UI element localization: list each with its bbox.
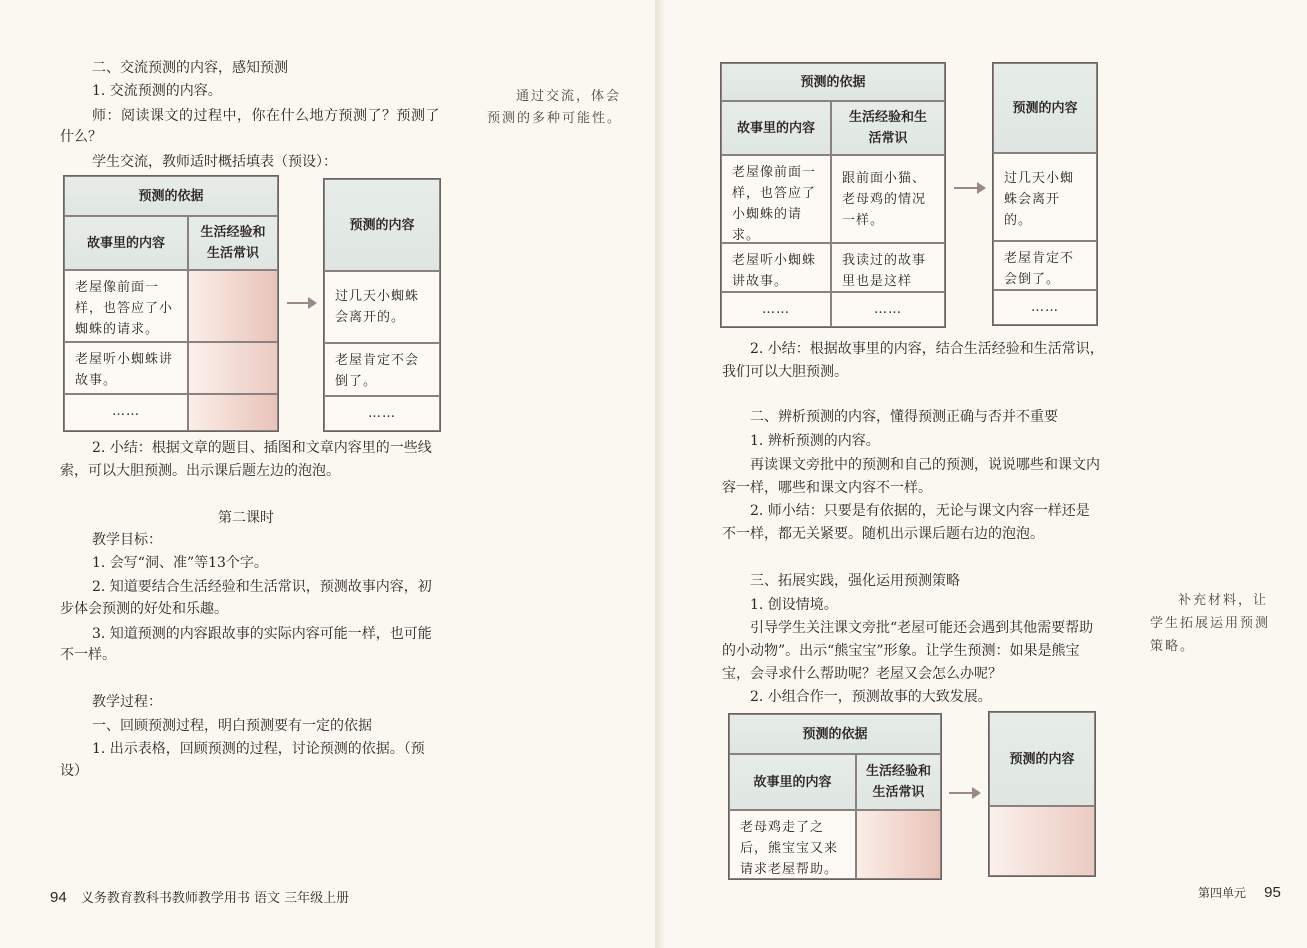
margin-note: 策略。 [1150,639,1196,654]
paragraph: 宝，会寻求什么帮助呢？老屋又会怎么办呢？ [722,666,1002,682]
paragraph: 容一样，哪些和课文内容不一样。 [722,480,932,496]
table-cell [989,806,1095,876]
paragraph: 再读课文旁批中的预测和自己的预测，说说哪些和课文内 [750,457,1100,473]
table-cell: 老屋肯定不会倒了。 [993,241,1097,290]
table-cell [188,270,278,342]
table-cell: 过几天小蜘蛛会离开的。 [993,153,1097,241]
paragraph: 1. 辨析预测的内容。 [750,433,880,449]
paragraph: 我们可以大胆预测。 [722,364,848,380]
table-cell: 过几天小蜘蛛会离开的。 [324,271,440,343]
margin-note: 预测的多种可能性。 [487,111,623,126]
paragraph: 2. 小结：根据故事里的内容，结合生活经验和生活常识， [750,341,1104,357]
paragraph: 2. 小结：根据文章的题目、插图和文章内容里的一些线 [92,440,432,456]
table-header: 预测的依据 [64,176,278,216]
table-cell: 老屋听小蜘蛛讲故事。 [64,342,188,394]
table-header: 预测的内容 [324,179,440,271]
paragraph: 1. 创设情境。 [750,597,838,613]
table-cell: 老屋听小蜘蛛讲故事。 [721,243,831,292]
paragraph: 不一样。 [60,647,116,663]
section-title: 二、交流预测的内容，感知预测 [92,60,288,76]
table-header: 预测的依据 [729,714,941,754]
table-cell: 老屋肯定不会倒了。 [324,343,440,396]
basis-table [728,713,942,880]
arrow-icon [954,187,984,189]
heading: 教学目标： [92,532,162,548]
paragraph: 步体会预测的好处和乐趣。 [60,601,228,617]
table-cell [188,394,278,431]
table-cell: …… [64,394,188,431]
section-title: 三、拓展实践，强化运用预测策略 [750,573,960,589]
page-footer [1198,884,1281,901]
paragraph: 1. 会写“洞、准”等13个字。 [92,555,268,571]
prediction-table [988,711,1096,877]
paragraph: 1. 出示表格，回顾预测的过程，讨论预测的依据。（预 [92,741,425,757]
table-header: 预测的内容 [989,712,1095,806]
section-title: 一、回顾预测过程，明白预测要有一定的依据 [92,718,372,734]
paragraph: 不一样，都无关紧要。随机出示课后题右边的泡泡。 [722,526,1044,542]
basis-table [720,62,946,328]
prediction-table [992,62,1098,326]
table-cell: 老母鸡走了之后，熊宝宝又来请求老屋帮助。 [729,810,856,879]
margin-note: 通过交流，体会 [516,89,622,104]
paragraph: 2. 小组合作一，预测故事的大致发展。 [750,689,992,705]
paragraph: 3. 知道预测的内容跟故事的实际内容可能一样，也可能 [92,626,432,642]
paragraph: 2. 师小结：只要是有依据的，无论与课文内容一样还是 [750,503,1090,519]
paragraph: 的小动物”。出示“熊宝宝”形象。让学生预测：如果是熊宝 [722,643,1080,659]
arrow-icon [287,302,315,304]
lesson-title: 第二课时 [218,510,274,526]
unit-label: 第四单元 [1198,886,1247,900]
table-cell: …… [721,292,831,327]
paragraph: 师：阅读课文的过程中，你在什么地方预测了？预测了 [92,108,440,124]
basis-table [63,175,279,432]
table-header: 预测的内容 [993,63,1097,153]
column-header: 生活经验和生活常识 [856,754,941,810]
table-cell [188,342,278,394]
margin-note: 学生拓展运用预测 [1150,616,1271,631]
right-page [660,0,1307,948]
page-number: 95 [1264,884,1281,901]
margin-note: 补充材料，让 [1178,593,1269,608]
table-cell: 老屋像前面一样，也答应了小蜘蛛的请求。 [721,155,831,243]
table-cell: 老屋像前面一样，也答应了小蜘蛛的请求。 [64,270,188,342]
paragraph: 索，可以大胆预测。出示课后题左边的泡泡。 [60,463,340,479]
paragraph: 引导学生关注课文旁批“老屋可能还会遇到其他需要帮助 [750,620,1094,636]
paragraph: 学生交流，教师适时概括填表（预设）： [92,154,337,170]
table-cell: …… [993,290,1097,325]
column-header: 故事里的内容 [64,216,188,270]
table-cell: 跟前面小猫、老母鸡的情况一样。 [831,155,945,243]
table-cell: …… [324,396,440,431]
arrow-icon [949,792,979,794]
table-cell [856,810,941,879]
heading: 教学过程： [92,694,162,710]
paragraph: 设） [60,763,88,779]
table-cell: …… [831,292,945,327]
paragraph: 1. 交流预测的内容。 [92,83,222,99]
table-cell: 我读过的故事里也是这样 [831,243,945,292]
paragraph: 什么？ [60,129,102,145]
table-header: 预测的依据 [721,63,945,101]
column-header: 故事里的内容 [721,101,831,155]
book-title: 义务教育教科书教师教学用书 语文 三年级上册 [80,891,350,906]
paragraph: 2. 知道要结合生活经验和生活常识，预测故事内容，初 [92,579,432,595]
section-title: 二、辨析预测的内容，懂得预测正确与否并不重要 [750,409,1058,425]
page-number: 94 [50,889,67,906]
prediction-table [323,178,441,432]
column-header: 故事里的内容 [729,754,856,810]
column-header: 生活经验和生活常识 [188,216,278,270]
page-footer [50,887,349,906]
column-header: 生活经验和生活常识 [831,101,945,155]
